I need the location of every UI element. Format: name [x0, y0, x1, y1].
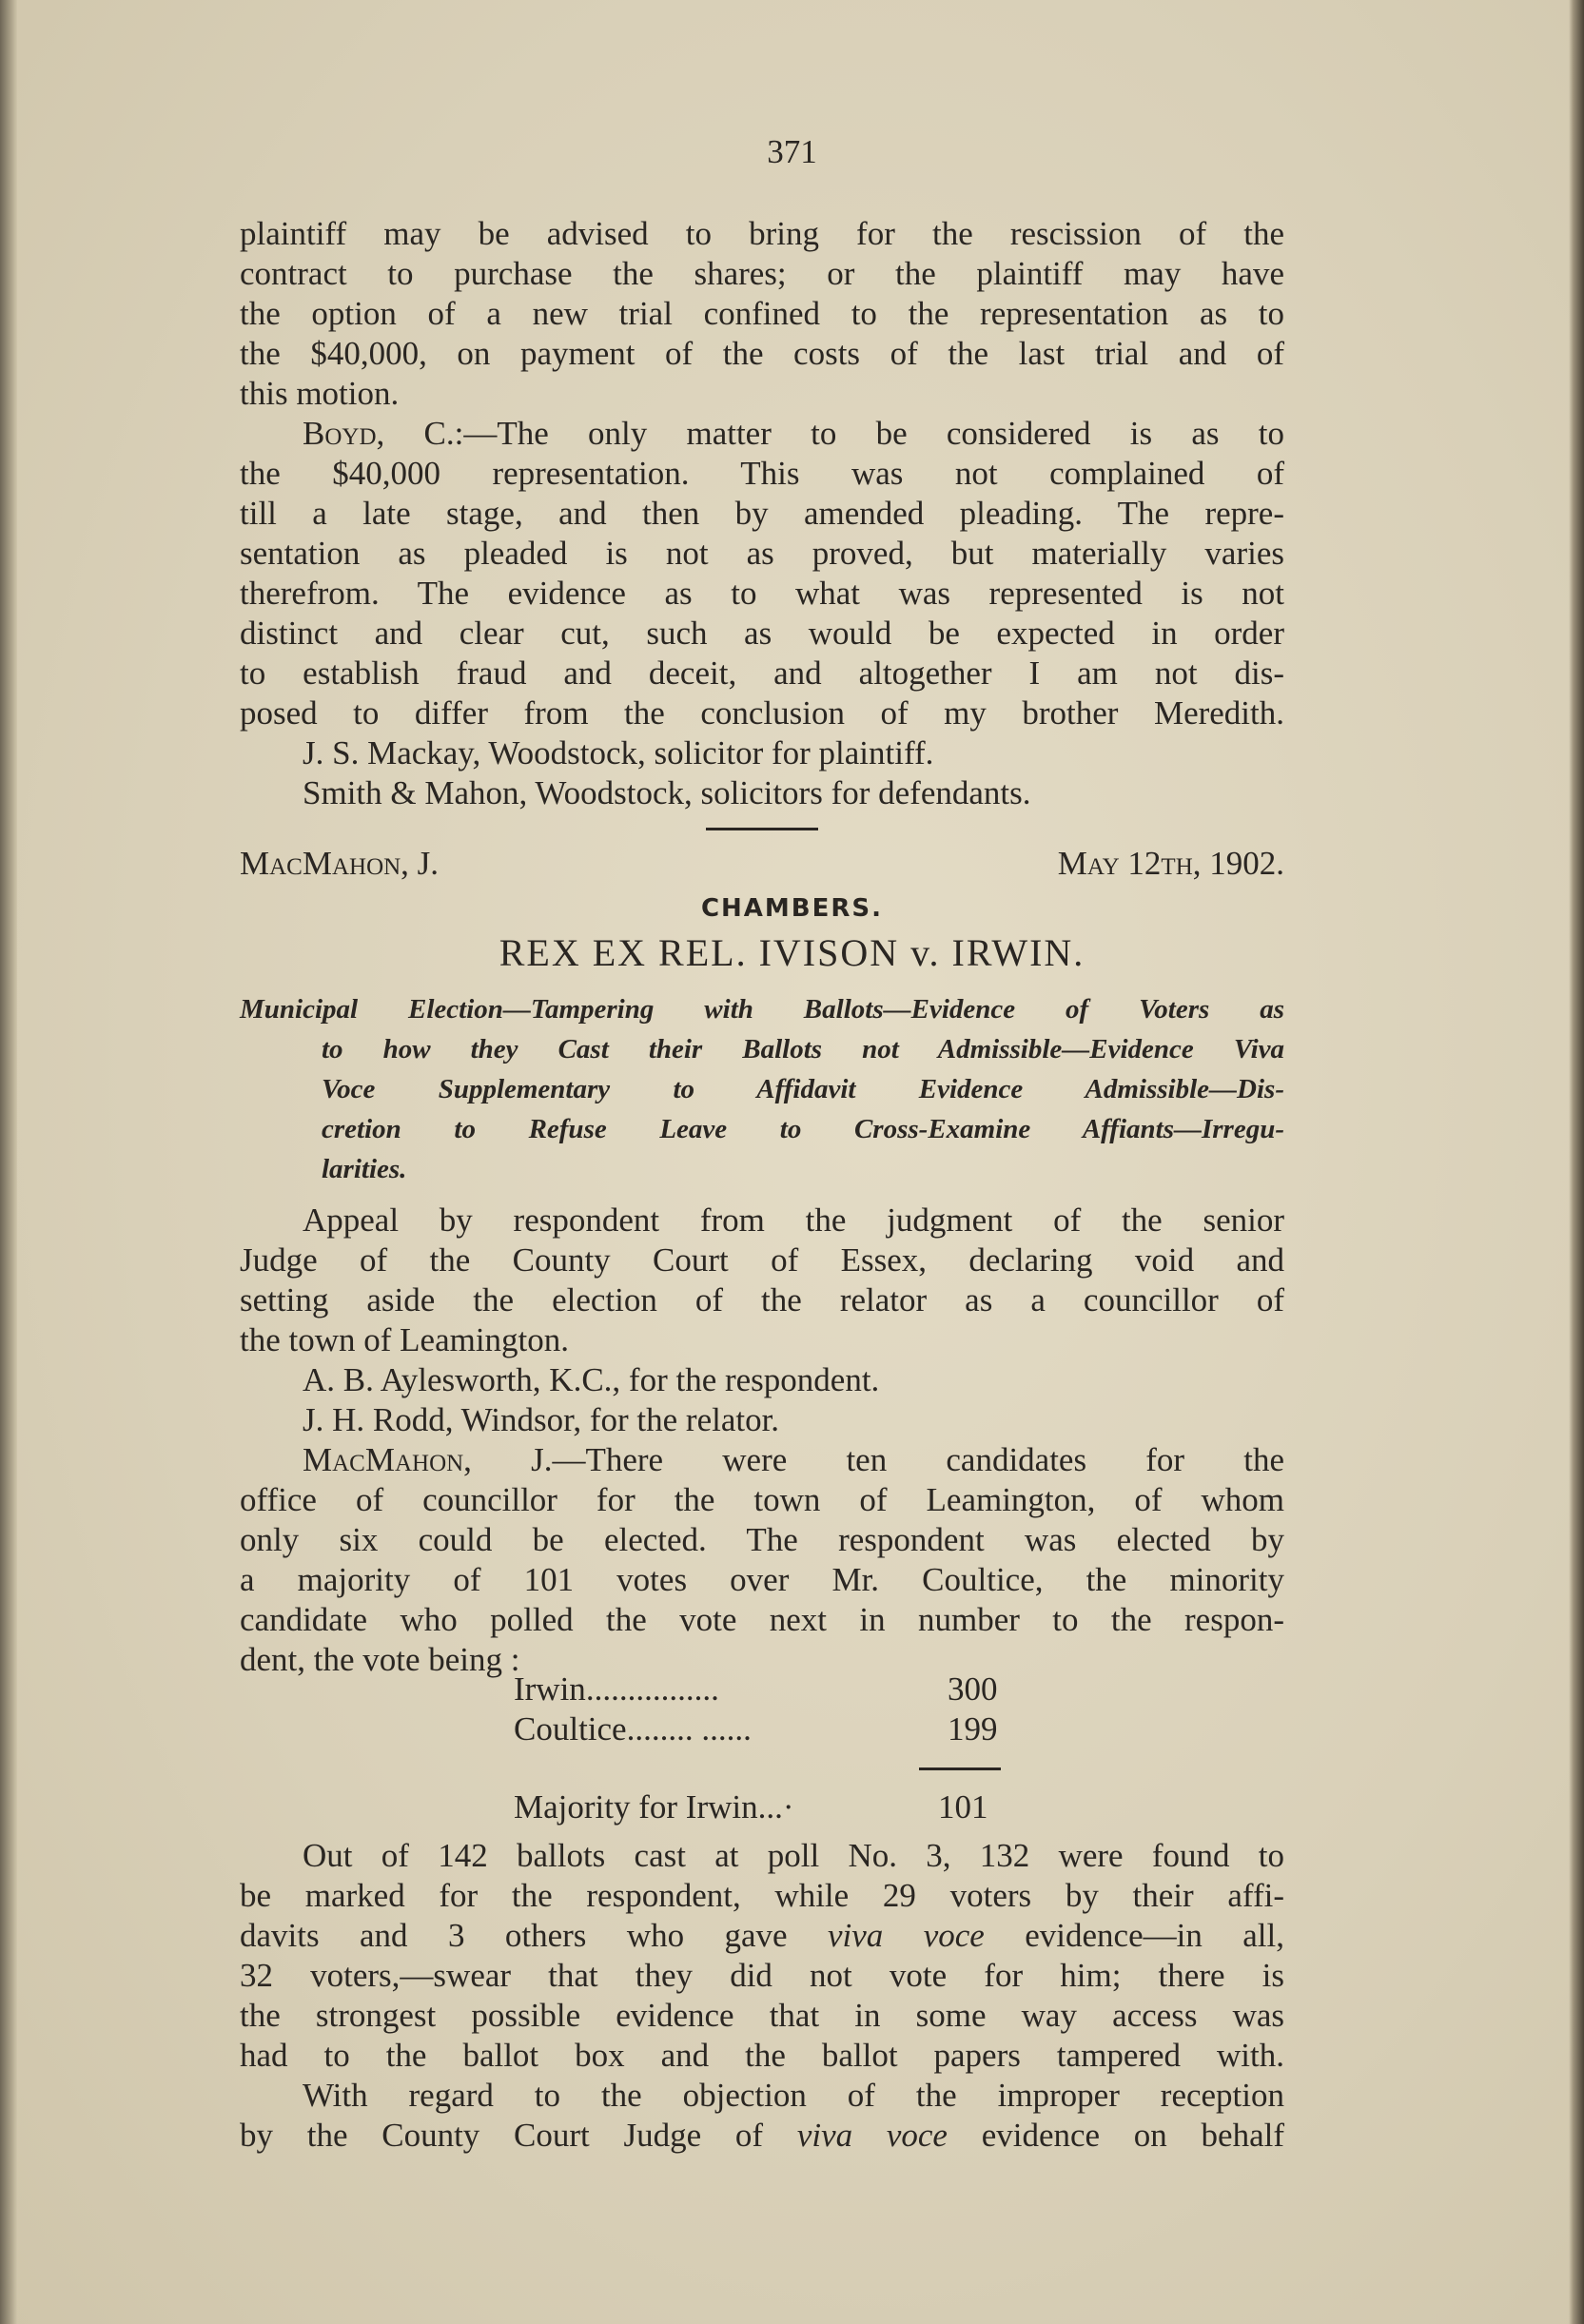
text-line: sentation as pleaded is not as proved, but materially varies — [240, 535, 1284, 572]
sum-rule — [919, 1767, 1001, 1770]
decision-date: May 12th, 1902. — [1057, 845, 1284, 882]
text-line: contract to purchase the shares; or the plaintiff may have — [240, 255, 1284, 292]
candidate-name: Coultice — [514, 1710, 627, 1748]
book-spine — [0, 0, 17, 2324]
majority-label: Majority for Irwin — [514, 1788, 758, 1826]
vote-count: 300 — [948, 1670, 998, 1708]
counsel-line: Smith & Mahon, Woodstock, solicitors for defendants. — [303, 774, 1031, 811]
judge-name: MacMahon, J. — [240, 845, 440, 882]
dot-leader: ................ — [585, 1670, 719, 1708]
text-line: therefrom. The evidence as to what was represented is not — [240, 575, 1284, 612]
headnote-line: Municipal Election—Tampering with Ballots—Evidence of Voters as — [240, 994, 1284, 1025]
text-line: be marked for the respondent, while 29 voters by their affi- — [240, 1877, 1284, 1914]
page-number: 371 — [767, 133, 817, 170]
majority-count: 101 — [938, 1788, 988, 1826]
text-line: the $40,000, on payment of the costs of the last trial and of — [240, 335, 1284, 372]
text-line: candidate who polled the vote next in number to the respon- — [240, 1601, 1284, 1638]
majority-row — [514, 1788, 794, 1826]
headnote-line: to how they Cast their Ballots not Admissible—Evidence Viva — [322, 1034, 1284, 1064]
counsel-line: A. B. Aylesworth, K.C., for the respondent. — [303, 1361, 880, 1398]
dot-leader: ........ ...... — [626, 1710, 752, 1748]
text-line: the option of a new trial confined to the representation as to — [240, 295, 1284, 332]
headnote-line: larities. — [322, 1154, 407, 1184]
judge-name: MacMahon, J. — [303, 1441, 553, 1478]
text-line: With regard to the objection of the improper reception — [303, 2077, 1284, 2114]
counsel-line: J. S. Mackay, Woodstock, solicitor for plaintiff. — [303, 734, 934, 771]
text-line: Appeal by respondent from the judgment of the senior — [303, 1201, 1284, 1239]
text-line: the town of Leamington. — [240, 1321, 570, 1358]
text-line: only six could be elected. The respondent was elected by — [240, 1521, 1284, 1558]
text-line: setting aside the election of the relator as a councillor of — [240, 1281, 1284, 1318]
paragraph-continuation — [240, 214, 1284, 414]
vote-count: 199 — [948, 1710, 998, 1748]
vote-row — [514, 1670, 719, 1709]
text-line: distinct and clear cut, such as would be expected in order — [240, 615, 1284, 652]
text-line: to establish fraud and deceit, and altogether I am not dis- — [240, 654, 1284, 692]
text-fragment: —There were ten candidates for the — [552, 1441, 1284, 1478]
text-line: 32 voters,—swear that they did not vote for him; there is — [240, 1957, 1284, 1994]
case-title: REX EX REL. IVISON v. IRWIN. — [499, 931, 1085, 974]
judge-name: Boyd, C. — [303, 415, 455, 452]
court-division: CHAMBERS. — [700, 894, 884, 923]
candidate-name: Irwin — [514, 1670, 586, 1708]
paragraph-objection — [240, 2076, 1284, 2156]
text-line: office of councillor for the town of Leamington, of whom — [240, 1481, 1284, 1518]
text-line: davits and 3 others who gave viva voce evidence—in all, — [240, 1917, 1284, 1954]
text-line: plaintiff may be advised to bring for the rescission of the — [240, 215, 1284, 252]
text-line — [240, 414, 1284, 454]
paragraph-appeal — [240, 1201, 1284, 1440]
text-line: the $40,000 representation. This was not complained of — [240, 455, 1284, 492]
text-fragment: :—The only matter to be considered is as to — [454, 415, 1284, 452]
text-line: a majority of 101 votes over Mr. Coultice, the minority — [240, 1561, 1284, 1598]
text-line: by the County Court Judge of viva voce evidence on behalf — [240, 2117, 1284, 2154]
vote-row — [514, 1710, 752, 1748]
headnote-line: cretion to Refuse Leave to Cross-Examine Affiants—Irregu- — [322, 1114, 1284, 1144]
page-edge — [1569, 0, 1584, 2324]
dot-leader: ...· — [757, 1788, 794, 1826]
text-line: Judge of the County Court of Essex, declaring void and — [240, 1241, 1284, 1279]
counsel-list — [240, 733, 1284, 813]
text-line — [240, 1440, 1284, 1480]
text-line: had to the ballot box and the ballot papers tampered with. — [240, 2037, 1284, 2074]
text-line: Out of 142 ballots cast at poll No. 3, 132 were found to — [303, 1837, 1284, 1874]
text-line: posed to differ from the conclusion of my brother Meredith. — [240, 694, 1284, 732]
latin-term: viva voce — [796, 2117, 948, 2154]
text-line: this motion. — [240, 375, 400, 412]
headnote — [240, 989, 1284, 1189]
latin-term: viva voce — [828, 1917, 985, 1954]
headnote-line: Voce Supplementary to Affidavit Evidence Admissible—Dis- — [322, 1074, 1284, 1104]
section-divider — [706, 828, 818, 830]
paragraph-ballots — [240, 1836, 1284, 2076]
text-line: dent, the vote being : — [240, 1641, 520, 1678]
counsel-line: J. H. Rodd, Windsor, for the relator. — [303, 1401, 780, 1438]
paragraph-boyd — [240, 414, 1284, 733]
case-header — [240, 845, 1284, 883]
text-line: the strongest possible evidence that in some way access was — [240, 1997, 1284, 2034]
paragraph-judgment — [240, 1440, 1284, 1680]
text-line: till a late stage, and then by amended pleading. The repre- — [240, 495, 1284, 532]
